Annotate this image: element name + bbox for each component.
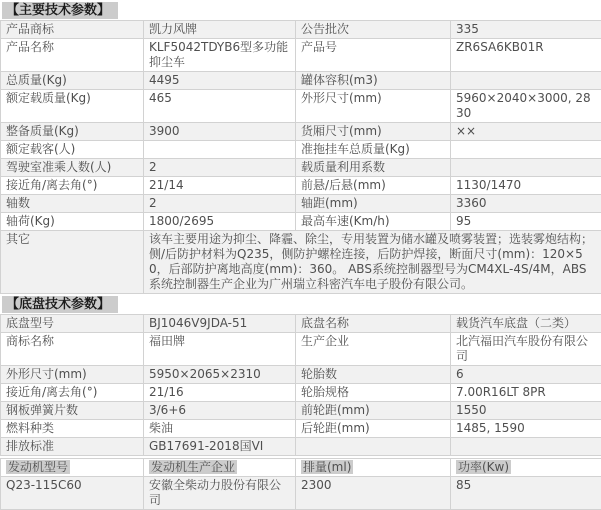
engine-header-label: 功率(Kw): [456, 460, 511, 474]
param-label: 产品名称: [1, 39, 144, 72]
param-label: 底盘名称: [296, 315, 451, 333]
param-value: 该车主要用途为抑尘、降霾、除尘，专用装置为储水罐及喷雾装置；选装雾炮结构；侧/后防护材料为Q235，侧防护螺栓连接，后防护焊接，断面尺寸(mm)：120×50，后部防护离地高度(mm)：360。 ABS系统控制器型号为CM4XL-4S/4M，ABS系统控制器生产企业为广州瑞立科密汽车电子股份有限公司。: [144, 231, 601, 294]
param-value: 335: [451, 21, 601, 39]
engine-header-label: 发动机生产企业: [149, 460, 237, 474]
engine-value-cell: Q23-115C60: [1, 477, 144, 510]
param-value: ZR6SA6KB01R: [451, 39, 601, 72]
engine-header-label: 发动机型号: [6, 460, 70, 474]
param-label: 额定载质量(Kg): [1, 90, 144, 123]
param-label: 钢板弹簧片数: [1, 402, 144, 420]
param-label: 轴距(mm): [296, 195, 451, 213]
param-label: 产品号: [296, 39, 451, 72]
table-row: [1, 21, 601, 39]
engine-value-cell: 安徽全柴动力股份有限公司: [144, 477, 296, 510]
param-value: [451, 159, 601, 177]
engine-header-cell: [1, 459, 144, 477]
param-value: 凯力风牌: [144, 21, 296, 39]
chassis-params-section: [0, 294, 601, 456]
table-row: [1, 315, 601, 333]
param-label: [296, 438, 451, 456]
param-label: 生产企业: [296, 333, 451, 366]
param-label: 总质量(Kg): [1, 72, 144, 90]
param-value: 1800/2695: [144, 213, 296, 231]
engine-header-label: 排量(ml): [301, 460, 353, 474]
param-value: 5960×2040×3000, 2830: [451, 90, 601, 123]
param-value: 21/16: [144, 384, 296, 402]
engine-values-row: [1, 477, 601, 510]
table-row: [1, 72, 601, 90]
param-label: 前轮距(mm): [296, 402, 451, 420]
table-row: [1, 39, 601, 72]
param-value: [144, 141, 296, 159]
table-row: [1, 141, 601, 159]
param-label: 外形尺寸(mm): [1, 366, 144, 384]
param-label: 额定载客(人): [1, 141, 144, 159]
table-row: [1, 195, 601, 213]
engine-value-cell: 2300: [296, 477, 451, 510]
main-params-title: 【主要技术参数】: [2, 2, 118, 19]
table-row: [1, 123, 601, 141]
engine-header-cell: [451, 459, 601, 477]
param-label: 驾驶室准乘人数(人): [1, 159, 144, 177]
param-value: KLF5042TDYB6型多功能抑尘车: [144, 39, 296, 72]
main-params-table: [0, 20, 601, 294]
param-label: 前悬/后悬(mm): [296, 177, 451, 195]
param-value: 载货汽车底盘（二类）: [451, 315, 601, 333]
engine-header-cell: [144, 459, 296, 477]
param-value: 5950×2065×2310: [144, 366, 296, 384]
param-label: 罐体容积(m3): [296, 72, 451, 90]
param-value: [451, 72, 601, 90]
param-label: 其它: [1, 231, 144, 294]
param-label: 轮胎数: [296, 366, 451, 384]
table-row: [1, 438, 601, 456]
param-value: 柴油: [144, 420, 296, 438]
chassis-params-title: 【底盘技术参数】: [2, 296, 118, 313]
param-value: 3/6+6: [144, 402, 296, 420]
param-label: 轴荷(Kg): [1, 213, 144, 231]
param-value: ××: [451, 123, 601, 141]
table-row: [1, 420, 601, 438]
engine-params-table: [0, 458, 601, 510]
param-value: 7.00R16LT 8PR: [451, 384, 601, 402]
param-label: 接近角/离去角(°): [1, 177, 144, 195]
param-label: 轴数: [1, 195, 144, 213]
param-label: 燃料种类: [1, 420, 144, 438]
param-value: 1485, 1590: [451, 420, 601, 438]
param-value: 3900: [144, 123, 296, 141]
param-value: 465: [144, 90, 296, 123]
param-value: [451, 141, 601, 159]
param-value: GB17691-2018国VI: [144, 438, 296, 456]
table-row: [1, 177, 601, 195]
param-value: 1550: [451, 402, 601, 420]
table-row: [1, 90, 601, 123]
param-value: 3360: [451, 195, 601, 213]
param-value: BJ1046V9JDA-51: [144, 315, 296, 333]
param-label: 最高车速(Km/h): [296, 213, 451, 231]
param-value: 1130/1470: [451, 177, 601, 195]
table-row: [1, 231, 601, 294]
param-value: 95: [451, 213, 601, 231]
engine-header-cell: [296, 459, 451, 477]
param-label: 外形尺寸(mm): [296, 90, 451, 123]
engine-value-cell: 85: [451, 477, 601, 510]
param-value: 21/14: [144, 177, 296, 195]
param-value: [451, 438, 601, 456]
table-row: [1, 159, 601, 177]
table-row: [1, 402, 601, 420]
param-value: 2: [144, 195, 296, 213]
param-label: 排放标准: [1, 438, 144, 456]
param-value: 2: [144, 159, 296, 177]
param-value: 福田牌: [144, 333, 296, 366]
param-value: 北汽福田汽车股份有限公司: [451, 333, 601, 366]
param-label: 公告批次: [296, 21, 451, 39]
param-label: 底盘型号: [1, 315, 144, 333]
param-label: 接近角/离去角(°): [1, 384, 144, 402]
param-value: 4495: [144, 72, 296, 90]
table-row: [1, 384, 601, 402]
param-label: 后轮距(mm): [296, 420, 451, 438]
param-label: 商标名称: [1, 333, 144, 366]
table-row: [1, 366, 601, 384]
table-row: [1, 213, 601, 231]
param-label: 准拖挂车总质量(Kg): [296, 141, 451, 159]
chassis-params-table: [0, 314, 601, 456]
param-label: 轮胎规格: [296, 384, 451, 402]
table-row: [1, 333, 601, 366]
engine-header-row: [1, 459, 601, 477]
param-label: 载质量利用系数: [296, 159, 451, 177]
param-label: 货厢尺寸(mm): [296, 123, 451, 141]
param-value: 6: [451, 366, 601, 384]
param-label: 产品商标: [1, 21, 144, 39]
param-label: 整备质量(Kg): [1, 123, 144, 141]
